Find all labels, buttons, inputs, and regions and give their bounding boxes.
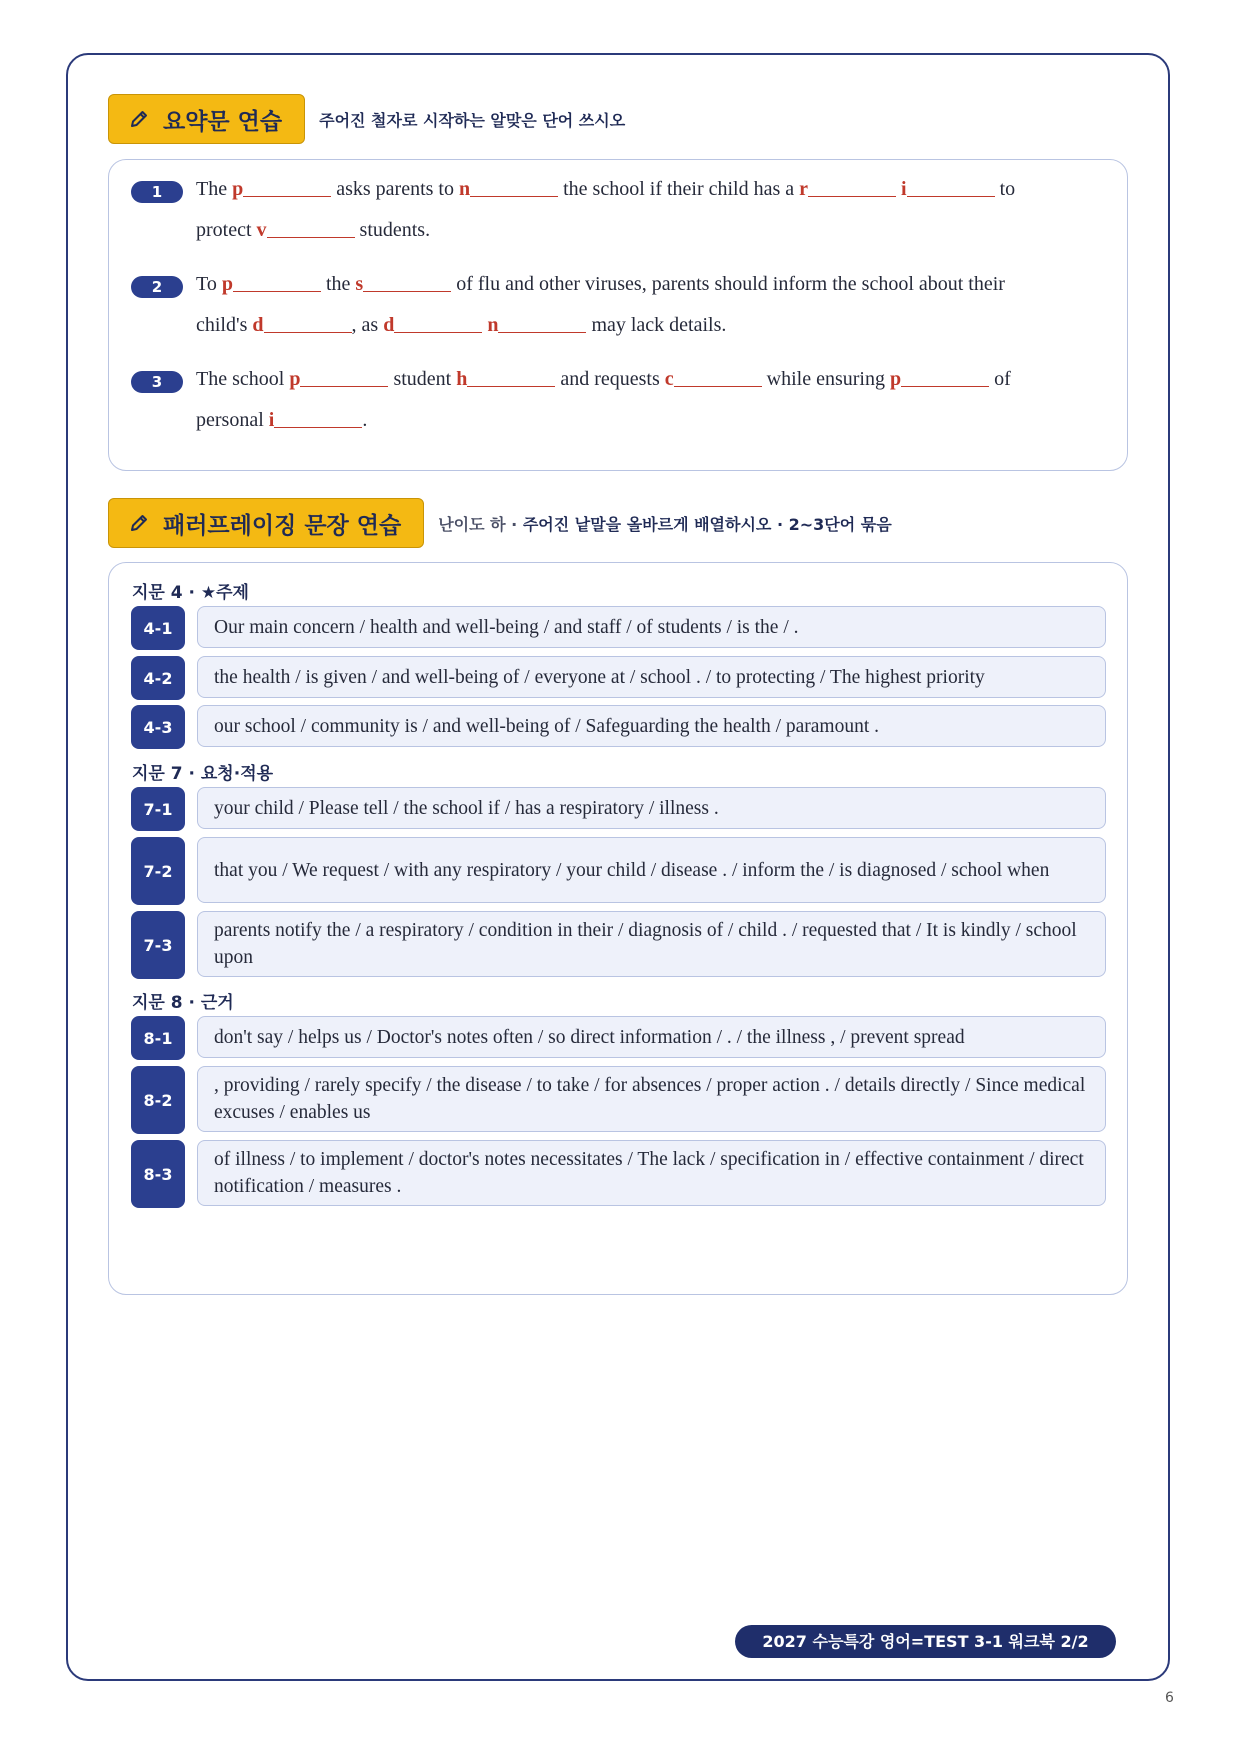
initial-letter: p [221, 273, 233, 295]
row-id-badge: 7-2 [131, 837, 185, 905]
answer-blank[interactable] [467, 366, 555, 387]
answer-blank[interactable] [243, 176, 331, 197]
row-id-badge: 4-1 [131, 606, 185, 650]
pencil-icon [129, 513, 149, 533]
sentence-text: may lack details. [586, 314, 727, 336]
passage-group-label: 지문 7 · 요청·적용 [132, 764, 274, 784]
passage-group-label: 지문 4 · ★주제 [132, 583, 249, 603]
summary-sentence-line [196, 400, 1107, 441]
paraphrase-row [131, 705, 1106, 747]
row-id-badge: 8-3 [131, 1140, 185, 1208]
scrambled-words [197, 705, 1106, 747]
sentence-text: protect [196, 219, 257, 241]
row-id-badge: 8-2 [131, 1066, 185, 1134]
initial-letter: p [232, 178, 244, 200]
initial-letter: n [487, 314, 499, 336]
row-id-badge: 7-3 [131, 911, 185, 979]
sentence-text: students. [354, 219, 431, 241]
item-number-badge: 2 [131, 276, 183, 298]
initial-letter: s [355, 273, 364, 295]
answer-blank[interactable] [274, 407, 362, 428]
summary-sentence-line [196, 210, 1107, 251]
row-id-badge: 4-3 [131, 705, 185, 749]
answer-blank[interactable] [264, 312, 352, 333]
sentence-text: the school if their child has a [558, 178, 800, 200]
initial-letter: v [256, 219, 267, 241]
item-number-badge: 1 [131, 181, 183, 203]
paraphrase-row [131, 911, 1106, 977]
answer-blank[interactable] [498, 312, 586, 333]
paraphrase-row [131, 1140, 1106, 1206]
scrambled-text: Our main concern / health and well-being / and staff / of students / is the / . [214, 616, 799, 638]
paraphrase-row [131, 1016, 1106, 1058]
sentence-text: The [196, 178, 233, 200]
page-number: 6 [1165, 1690, 1174, 1706]
paraphrase-instruction [438, 512, 891, 535]
sentence-text: , as [351, 314, 384, 336]
answer-blank[interactable] [267, 217, 355, 238]
scrambled-text: don't say / helps us / Doctor's notes often / so direct information / . / the illness , / prevent spread [214, 1026, 965, 1048]
paraphrase-title-tag [108, 498, 424, 548]
paraphrase-row [131, 606, 1106, 648]
initial-letter: p [889, 368, 902, 390]
sentence-text: asks parents to [331, 178, 459, 200]
sentence-text: . [362, 409, 368, 431]
initial-letter: p [289, 368, 301, 390]
paraphrase-header [108, 498, 892, 548]
sentence-text: personal [196, 409, 269, 431]
initial-letter: d [383, 314, 395, 336]
sentence-text: the [320, 273, 356, 295]
paraphrase-box [108, 562, 1128, 1295]
scrambled-text: , providing / rarely specify / the disease / to take / for absences / proper action . / details directly / Since medical excuses / enables us [214, 1075, 1086, 1123]
summary-header [108, 94, 625, 144]
scrambled-text: the health / is given / and well-being of / everyone at / school . / to protecting / The highest priority [214, 666, 985, 688]
scrambled-words [197, 1016, 1106, 1058]
paraphrase-row [131, 787, 1106, 829]
sentence-text: to [994, 178, 1016, 200]
sentence-text: of flu and other viruses, parents should inform the school about their [451, 273, 1005, 295]
scrambled-words [197, 1140, 1106, 1206]
answer-blank[interactable] [901, 366, 989, 387]
initial-letter: d [252, 314, 264, 336]
initial-letter: h [456, 368, 468, 390]
initial-letter: i [268, 409, 275, 431]
sentence-text: student [388, 368, 457, 390]
summary-instruction: 주어진 철자로 시작하는 알맞은 단어 쓰시오 [319, 110, 626, 130]
paraphrase-row [131, 1066, 1106, 1132]
scrambled-text: parents notify the / a respiratory / condition in their / diagnosis of / child . / requested that / It is kindly / school upon [214, 920, 1077, 968]
summary-sentence-line [196, 305, 1107, 346]
sentence-text: while ensuring [761, 368, 890, 390]
scrambled-words [197, 656, 1106, 698]
footer-label: 2027 수능특강 영어=TEST 3-1 워크북 2/2 [735, 1625, 1116, 1658]
difficulty-label: 난이도 하 · [438, 514, 523, 534]
passage-group-label: 지문 8 · 근거 [132, 993, 234, 1013]
sentence-text: To [196, 273, 222, 295]
answer-blank[interactable] [233, 271, 321, 292]
row-id-badge: 8-1 [131, 1016, 185, 1060]
scrambled-text: that you / We request / with any respiratory / your child / disease . / inform the / is diagnosed / school when [214, 859, 1050, 881]
scrambled-words [197, 911, 1106, 977]
answer-blank[interactable] [808, 176, 896, 197]
summary-sentence-line [196, 359, 1107, 400]
answer-blank[interactable] [470, 176, 558, 197]
sentence-text: child's [196, 314, 253, 336]
answer-blank[interactable] [674, 366, 762, 387]
sentence-text: The school [196, 368, 290, 390]
answer-blank[interactable] [300, 366, 388, 387]
summary-box [108, 159, 1128, 471]
scrambled-text: our school / community is / and well-being of / Safeguarding the health / paramount . [214, 715, 880, 737]
row-id-badge: 7-1 [131, 787, 185, 831]
answer-blank[interactable] [394, 312, 482, 333]
pencil-icon [129, 109, 149, 129]
paraphrase-instruction-text: 주어진 낱말을 올바르게 배열하시오 · 2~3단어 묶음 [522, 514, 892, 534]
initial-letter: c [664, 368, 674, 390]
scrambled-words [197, 606, 1106, 648]
scrambled-words [197, 1066, 1106, 1132]
answer-blank[interactable] [907, 176, 995, 197]
summary-title-tag [108, 94, 305, 144]
scrambled-text: your child / Please tell / the school if / has a respiratory / illness . [214, 797, 719, 819]
sentence-text: and requests [555, 368, 665, 390]
sentence-text: of [989, 368, 1011, 390]
scrambled-words [197, 837, 1106, 903]
initial-letter: i [901, 178, 907, 200]
initial-letter: r [799, 178, 809, 200]
scrambled-words [197, 787, 1106, 829]
initial-letter: n [458, 178, 471, 200]
item-number-badge: 3 [131, 371, 183, 393]
scrambled-text: of illness / to implement / doctor's notes necessitates / The lack / specification in / effective containment / direct notification / measures . [214, 1149, 1084, 1197]
summary-sentence-line [196, 264, 1107, 305]
answer-blank[interactable] [363, 271, 451, 292]
row-id-badge: 4-2 [131, 656, 185, 700]
paraphrase-row [131, 837, 1106, 903]
summary-title: 요약문 연습 [163, 108, 283, 135]
paraphrase-row [131, 656, 1106, 698]
summary-sentence-line [196, 169, 1107, 210]
paraphrase-title: 패러프레이징 문장 연습 [163, 512, 402, 539]
